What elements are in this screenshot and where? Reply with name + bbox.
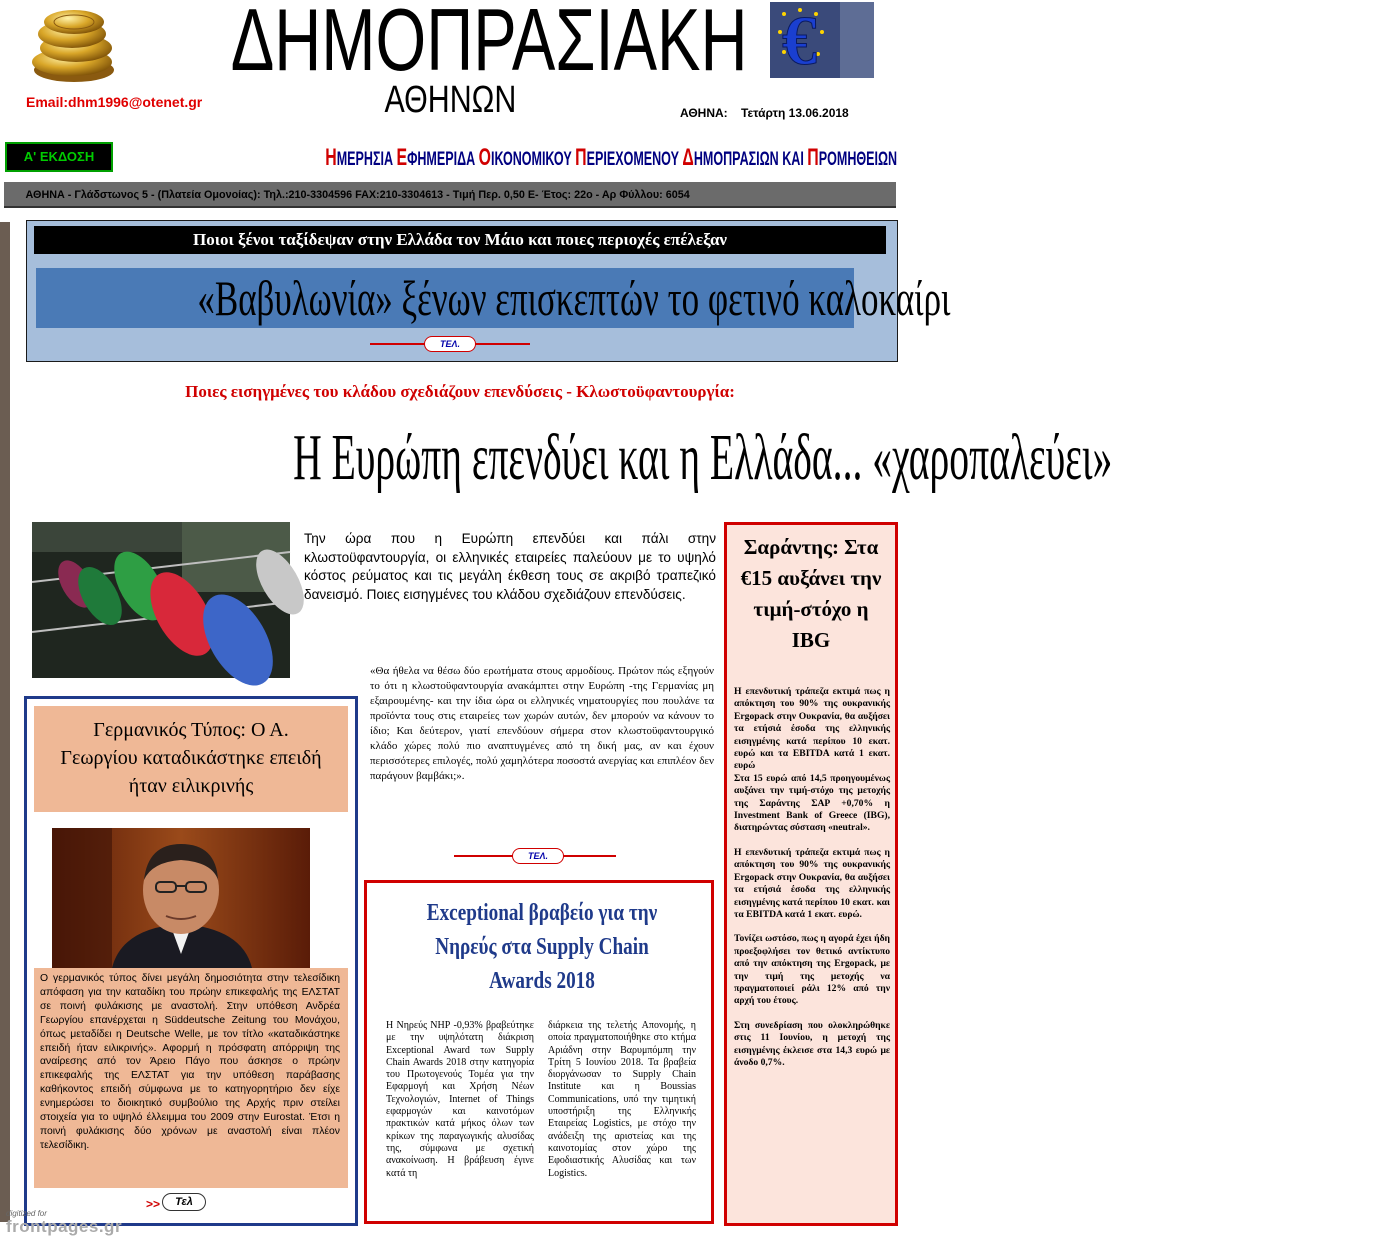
tagline-word-1: ΦΗΜΕΡΙΔΑ [407, 149, 479, 170]
lead-headline-box [36, 268, 951, 328]
euro-logo [770, 2, 874, 78]
gold-coins-logo [28, 4, 120, 86]
left-border [0, 222, 10, 1222]
sarantis-body [734, 686, 890, 1069]
lead-end-mark: ΤΕΛ. [424, 336, 476, 352]
textile-kicker: Ποιες εισηγμένες του κλάδου σχεδιάζουν επενδύσεις - Κλωστοϋφαντουργία: [185, 382, 735, 401]
textile-quote: «Θα ήθελα να θέσω δύο ερωτήματα στους αρμοδίους. Πρώτον πώς εξηγούν το ότι η κλωστοϋφαντουργία ανακάμπτει στην Ευρώπη -της Γερμανίας μη εξαιρουμένης- και την ίδια ώρα οι ελληνικές νηματουργίες που πουλάνε τα προϊόντα τους στις εταιρείες των χωρών αυτών, δεν μπορούν να κάνουν το ίδιο; Και δεύτερον, γιατί επενδύουν σήμερα στον κλωστοϋφαντουργικό κλάδο χώρες πολύ πιο αναπτυγμένες από τη δική μας, αν και έχουν περισσότερες επιλογές, πολύ χαμηλότερα ποσοστά ανεργίας και επιπλέον δεν παράγουν βαμβάκι;». [370, 665, 714, 782]
georgiou-portrait [52, 828, 310, 968]
german-body: Ο γερμανικός τύπος δίνει μεγάλη δημοσιότητα στην τελεσίδικη απόφαση για την καταδίκη του πρώην επικεφαλής της ΕΛΣΤΑΤ σε ποινή φυλάκισης με αναστολή. Στην υπόθεση Ανδρέα Γεωργίου επανέρχεται η Süddeutsche Zeitung του Μονάχου, όπως μεταδίδει η Deutsche Welle, με τον τίτλο «καταδικάστηκε επειδή ήταν ειλικρινής». Αφορμή η πρόσφατη απόρριψη της αναίρεσης από τον Άρειο Πάγο που άσκησε ο πρώην επικεφαλής της ΕΛΣΤΑΤ για την υπόθεση παράβασης καθήκοντος επειδή σύμφωνα με το κατηγορητήριο δεν είχε ενημερώσει το διοικητικό συμβούλιο της Αρχής πριν στείλει στοιχεία για το υψηλό έλλειμμα του 2009 στην Eurostat. Έτσι η ποινή φυλάκισης δύο χρόνων με αναστολή είναι πλέον τελεσίδικη. [40, 973, 340, 1151]
svg-text:€: € [782, 3, 817, 80]
tagline-word-5: ΡΟΜΗΘΕΙΩΝ [818, 149, 898, 170]
issue-date: Τετάρτη 13.06.2018 [741, 106, 849, 120]
date-line [680, 106, 849, 120]
tagline-word-3: ΕΡΙΕΧΟΜΕΝΟΥ [586, 149, 683, 170]
lead-headline[interactable]: «Βαβυλωνία» ξένων επισκεπτών το φετινό καλοκαίρι [197, 270, 951, 326]
tagline-cap-4: Δ [682, 144, 694, 171]
textile-headline-wrap [20, 418, 1113, 498]
tagline-cap-3: Π [575, 144, 587, 171]
tagline-cap-0: Η [325, 144, 337, 171]
tagline [178, 144, 898, 171]
masthead-subtitle: ΑΘΗΝΩΝ [384, 79, 516, 121]
nireus-headline-wrap [384, 896, 700, 1002]
tagline-cap-5: Π [807, 144, 819, 171]
tagline-cap-2: Ο [478, 144, 491, 171]
textile-spools-photo [32, 522, 290, 678]
tagline-cap-1: Ε [396, 144, 408, 171]
edition-badge [5, 142, 113, 172]
sarantis-p1: Η επενδυτική τράπεζα εκτιμά πως η απόκτηση του 90% της ουκρανικής Ergopack στην Ουκρανία, θα αυξήσει τα ετήσιά έσοδα της ελληνικής εισηγμένης κατά περίπου 10 εκατ. ευρώ και τα EBITDA κατά 1 εκατ. ευρώ [734, 686, 890, 772]
tagline-word-4: ΗΜΟΠΡΑΣΙΩΝ ΚΑΙ [693, 149, 808, 170]
german-more-link[interactable]: Τελ [162, 1193, 206, 1211]
frontpages-watermark: frontpages.gr [6, 1217, 123, 1236]
tagline-word-0: ΜΕΡΗΣΙΑ [336, 149, 397, 170]
info-bar-text: ΑΘΗΝΑ - Γλάδστωνος 5 - (Πλατεία Ομονοίας): Τηλ.:210-3304596 FAX:210-3304613 - Τιμή Περ. 0,50 Ε- Έτος: 22ο - Αρ Φύλλου: 6054 [25, 189, 690, 201]
textile-end-mark: ΤΕΛ. [512, 848, 564, 864]
email-address[interactable]: Email:dhm1996@otenet.gr [26, 94, 203, 110]
lead-kicker: Ποιοι ξένοι ταξίδεψαν στην Ελλάδα τον Μάιο και ποιες περιοχές επέλεξαν [192, 230, 728, 249]
masthead-title-wrap [140, 0, 760, 89]
nireus-headline[interactable]: Exceptional βραβείο για την Νηρεύς στα Supply Chain Awards 2018 [426, 900, 658, 994]
textile-headline[interactable]: Η Ευρώπη επενδύει και η Ελλάδα... «χαροπαλεύει» [293, 421, 1113, 494]
sarantis-p2: Στα 15 ευρώ από 14,5 προηγουμένως αυξάνει την τιμή-στόχο της μετοχής της Σαράντης ΣΑΡ +0,70% η Investment Bank of Greece (IBG), διατηρώντας σύσταση «neutral». [734, 772, 890, 834]
german-more-arrow: >> [146, 1197, 161, 1211]
sarantis-p4: Τονίζει ωστόσο, πως η αγορά έχει ήδη προεξοφλήσει τον θετικό αντίκτυπο από την απόκτηση της Ergopack, με την τιμή της μετοχής να πραγματοποιεί ράλι 12% από την αρχή του έτους. [734, 933, 890, 1007]
tagline-word-2: ΙΚΟΝΟΜΙΚΟΥ [490, 149, 576, 170]
edition-label: Α' ΕΚΔΟΣΗ [23, 149, 95, 164]
german-headline[interactable]: Γερμανικός Τύπος: Ο Α. Γεωργίου καταδικάστηκε επειδή ήταν ειλικρινής [60, 719, 322, 797]
masthead-title: ΔΗΜΟΠΡΑΣΙΑΚΗ [230, 0, 748, 89]
lead-kicker-bar [34, 226, 886, 254]
info-bar [4, 182, 896, 208]
sarantis-p5: Στη συνεδρίαση που ολοκληρώθηκε στις 11 Ιουνίου, η μετοχή της εισηγμένης έκλεισε στα 14,3 ευρώ με άνοδο 0,7%. [734, 1019, 890, 1068]
masthead-subtitle-wrap [340, 80, 560, 120]
nireus-col-2: διάρκεια της τελετής Απονομής, η οποία πραγματοποιήθηκε στο κτήμα Αριάδνη στην Βαρυμπόμπη την Τρίτη 5 Ιουνίου 2018. Τα βραβεία διοργάνωσαν το Supply Chain Institute και η Boussias Communications, υπό την τιμητική υποστήριξη της Ελληνικής Εταιρείας Logistics, με στόχο την ανάδειξη της αριστείας και της καινοτομίας στον χώρο της Εφοδιαστικής Αλυσίδας και των Logistics. [548, 1020, 696, 1179]
date-label: ΑΘΗΝΑ: [680, 106, 728, 120]
nireus-col-1: Η Νηρεύς ΝΗΡ -0,93% βραβεύτηκε με την υψηλότατη διάκριση Exceptional Award των Supply Chain Awards 2018 στην κατηγορία του Πρωτογενούς Τομέα για την Εφαρμογή και Χρήση Νέων Τεχνολογιών, Internet of Things εφαρμογών και καινοτόμων πρακτικών κατά μήκος όλων των κρίκων της παραγωγικής αλυσίδας της, σύμφωνα με σχετική ανακοίνωση. Η βράβευση έγινε κατά τη [386, 1020, 534, 1179]
german-headline-box [34, 706, 348, 812]
textile-intro: Την ώρα που η Ευρώπη επενδύει και πάλι στην κλωστοϋφαντουργία, οι ελληνικές εταιρείες παλεύουν με το υψηλό κόστος ρεύματος και τις μεγάλη έκθεση τους σε ακριβό τραπεζικό δανεισμό. Ποιες εισηγμένες του κλάδου σχεδιάζουν επενδύσεις. [304, 531, 716, 602]
sarantis-p3: Η επενδυτική τράπεζα εκτιμά πως η απόκτηση του 90% της ουκρανικής Ergopack στην Ουκρανία, θα αυξήσει τα ετήσιά έσοδα της ελληνικής εισηγμένης κατά περίπου 10 εκατ. και τα EBITDA κατά 1 εκατ. ευρώ. [734, 846, 890, 920]
sarantis-headline[interactable]: Σαράντης: Στα €15 αυξάνει την τιμή-στόχο η IBG [740, 535, 882, 652]
digitized-label: digitized for [6, 1209, 47, 1218]
